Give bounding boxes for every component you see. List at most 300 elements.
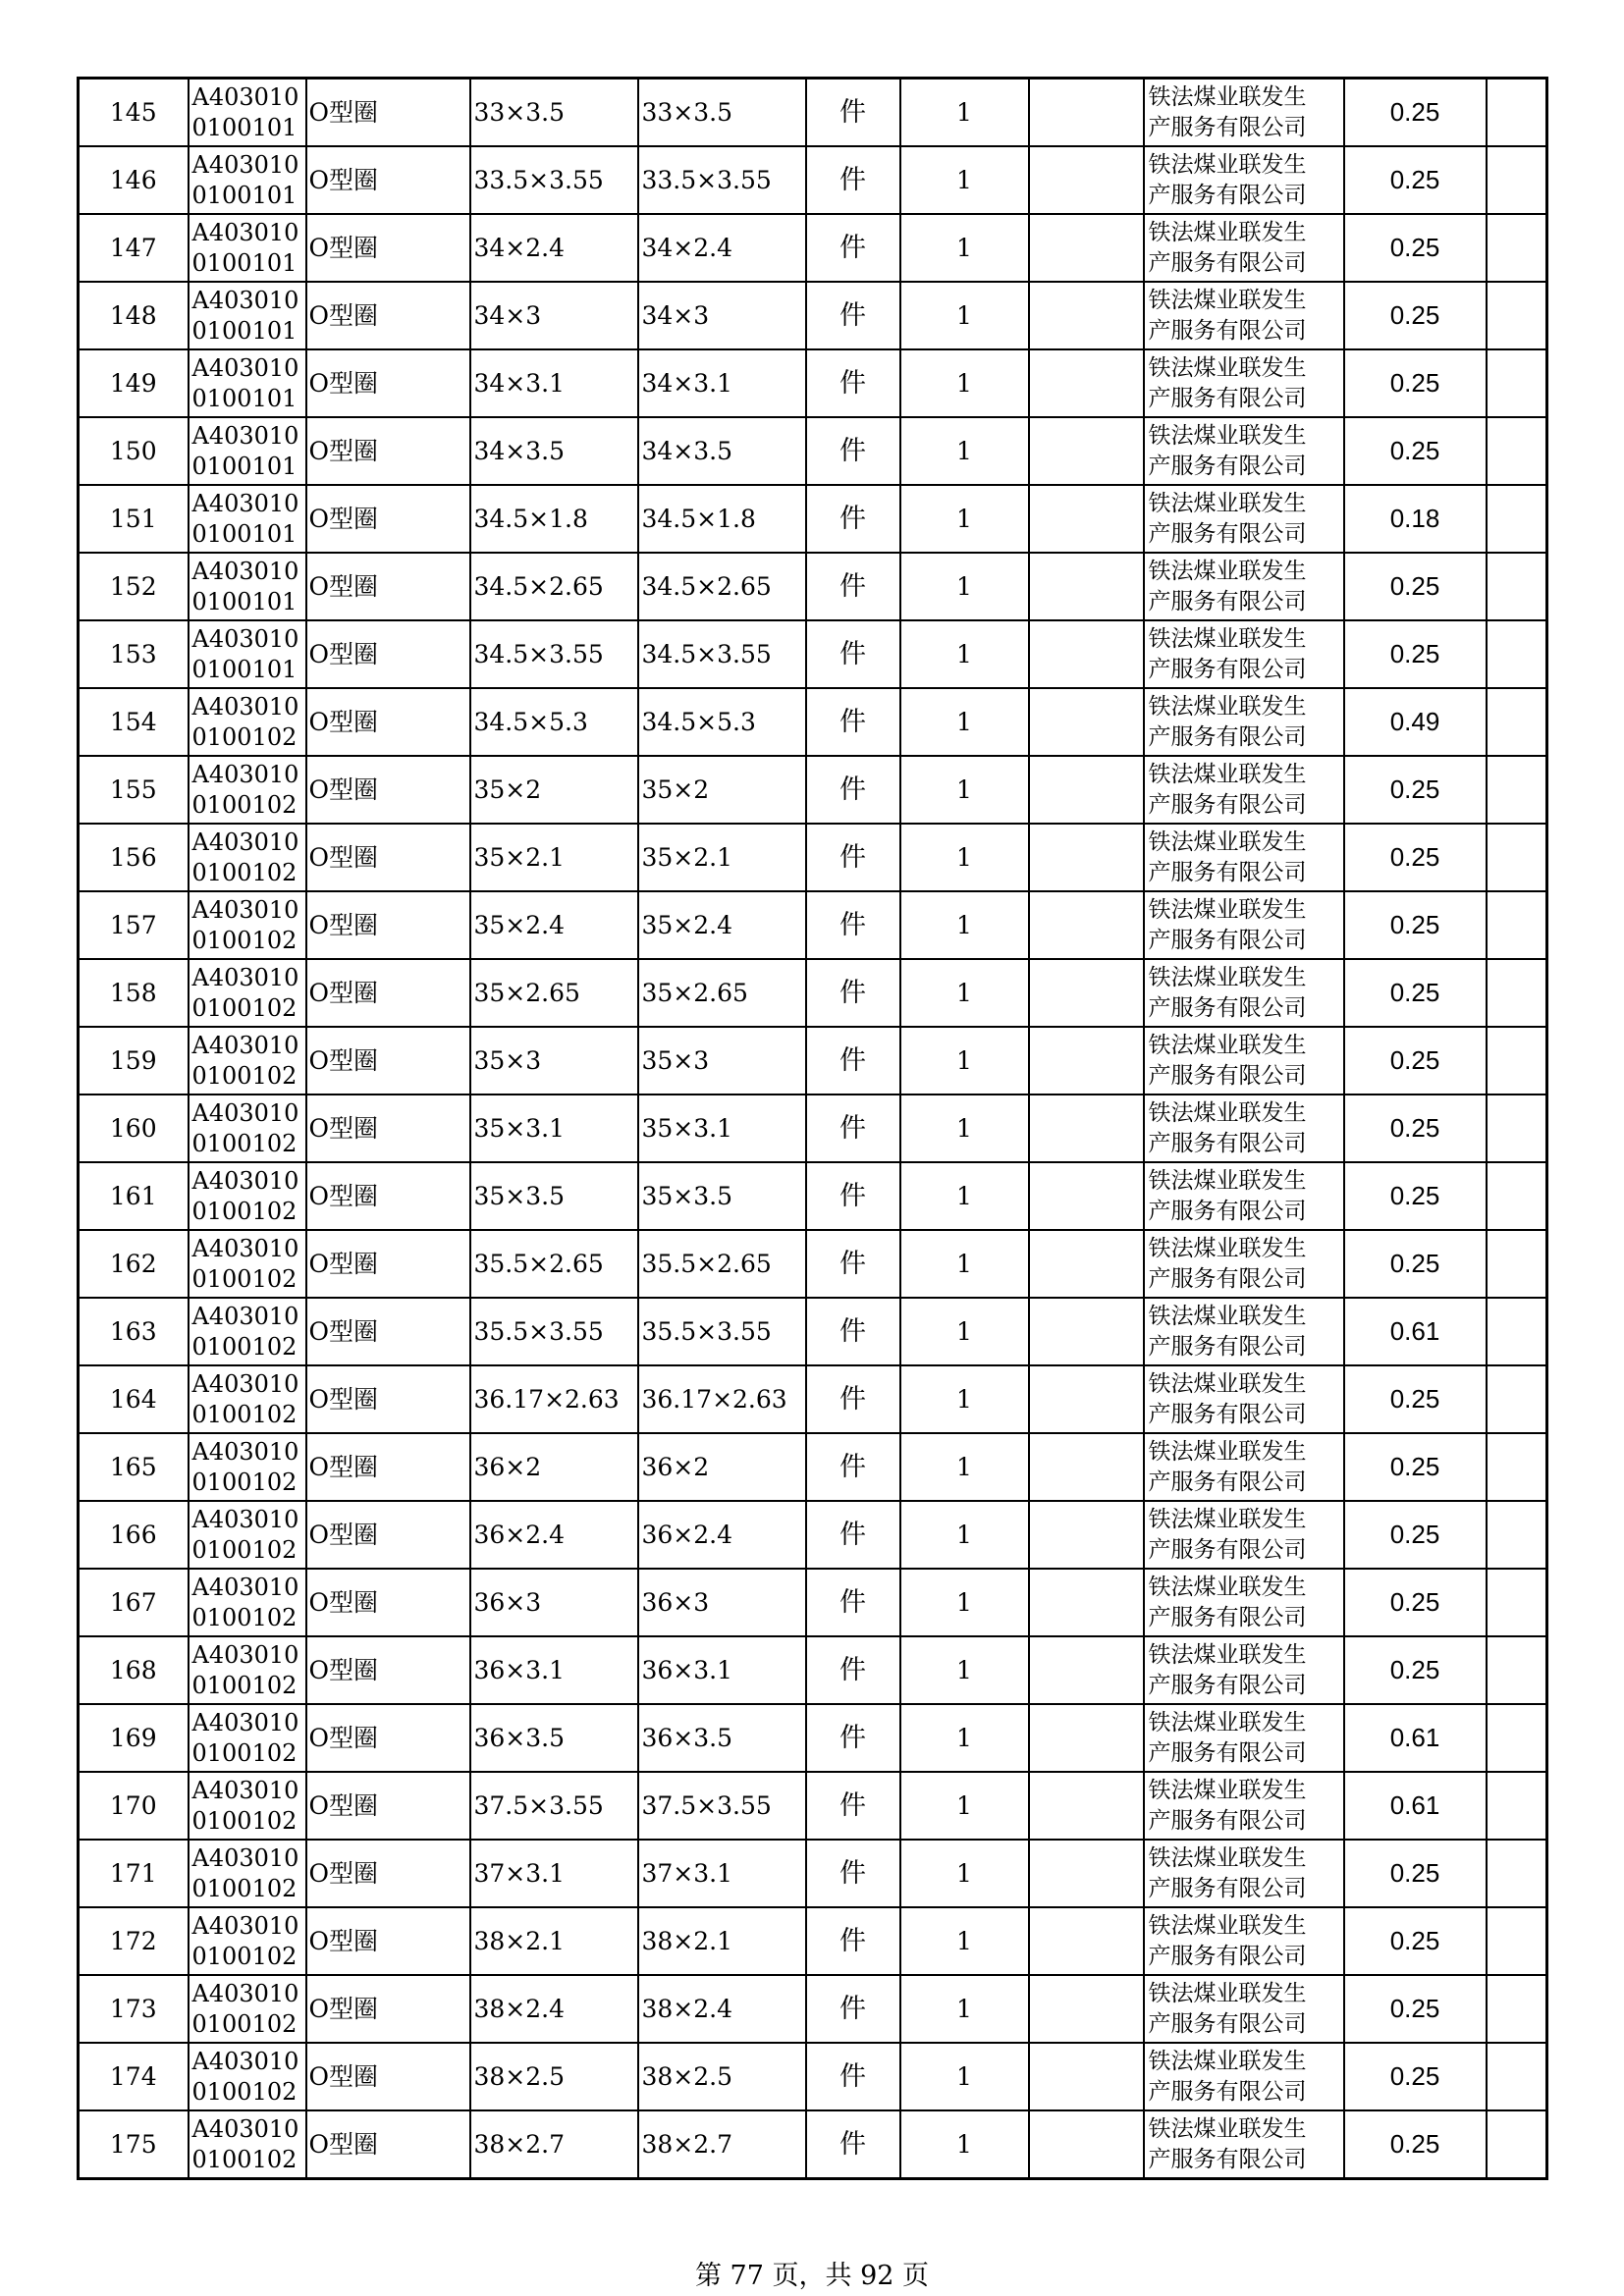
material-code: A403010 0100102	[189, 2110, 306, 2179]
model: 34×3.1	[638, 349, 806, 417]
unit: 件	[806, 1298, 900, 1365]
model: 35×3.5	[638, 1162, 806, 1230]
specification: 37×3.1	[470, 1840, 638, 1907]
row-number: 147	[79, 214, 189, 282]
material-name: O型圈	[306, 214, 470, 282]
specification: 35×2	[470, 756, 638, 824]
unit-price: 0.25	[1344, 553, 1487, 620]
unit-price: 0.25	[1344, 1162, 1487, 1230]
model: 36×3.5	[638, 1704, 806, 1772]
quantity: 1	[900, 1095, 1029, 1162]
unit: 件	[806, 146, 900, 214]
unit-price: 0.25	[1344, 1840, 1487, 1907]
extra	[1487, 1027, 1547, 1095]
model: 38×2.4	[638, 1975, 806, 2043]
extra	[1487, 1162, 1547, 1230]
row-number: 169	[79, 1704, 189, 1772]
unit: 件	[806, 1095, 900, 1162]
table-row	[79, 1704, 1547, 1772]
material-code: A403010 0100102	[189, 1365, 306, 1433]
row-number: 155	[79, 756, 189, 824]
material-name: O型圈	[306, 1840, 470, 1907]
remark	[1029, 349, 1144, 417]
material-code: A403010 0100102	[189, 1230, 306, 1298]
model: 35×3.1	[638, 1095, 806, 1162]
material-code: A403010 0100102	[189, 1298, 306, 1365]
unit: 件	[806, 349, 900, 417]
quantity: 1	[900, 1840, 1029, 1907]
unit: 件	[806, 891, 900, 959]
model: 36×2.4	[638, 1501, 806, 1569]
remark	[1029, 1027, 1144, 1095]
material-code: A403010 0100102	[189, 824, 306, 891]
supplier: 铁法煤业联发生 产服务有限公司	[1144, 2110, 1344, 2179]
extra	[1487, 959, 1547, 1027]
quantity: 1	[900, 824, 1029, 891]
supplier: 铁法煤业联发生 产服务有限公司	[1144, 1433, 1344, 1501]
specification: 38×2.1	[470, 1907, 638, 1975]
row-number: 149	[79, 349, 189, 417]
supplier: 铁法煤业联发生 产服务有限公司	[1144, 1840, 1344, 1907]
unit-price: 0.18	[1344, 485, 1487, 553]
extra	[1487, 1704, 1547, 1772]
material-name: O型圈	[306, 688, 470, 756]
unit-price: 0.61	[1344, 1704, 1487, 1772]
table-row	[79, 959, 1547, 1027]
unit-price: 0.25	[1344, 2110, 1487, 2179]
quantity: 1	[900, 1569, 1029, 1636]
model: 35.5×2.65	[638, 1230, 806, 1298]
row-number: 167	[79, 1569, 189, 1636]
extra	[1487, 214, 1547, 282]
remark	[1029, 688, 1144, 756]
extra	[1487, 2110, 1547, 2179]
specification: 38×2.4	[470, 1975, 638, 2043]
row-number: 146	[79, 146, 189, 214]
remark	[1029, 1162, 1144, 1230]
specification: 35×3	[470, 1027, 638, 1095]
specification: 34.5×5.3	[470, 688, 638, 756]
quantity: 1	[900, 1027, 1029, 1095]
row-number: 175	[79, 2110, 189, 2179]
extra	[1487, 282, 1547, 349]
model: 35×2.1	[638, 824, 806, 891]
remark	[1029, 485, 1144, 553]
table-row	[79, 1501, 1547, 1569]
table-row	[79, 146, 1547, 214]
quantity: 1	[900, 1636, 1029, 1704]
table-row	[79, 1298, 1547, 1365]
quantity: 1	[900, 79, 1029, 147]
extra	[1487, 1772, 1547, 1840]
row-number: 156	[79, 824, 189, 891]
remark	[1029, 1636, 1144, 1704]
specification: 38×2.7	[470, 2110, 638, 2179]
remark	[1029, 1230, 1144, 1298]
model: 38×2.1	[638, 1907, 806, 1975]
table-row	[79, 1636, 1547, 1704]
supplier: 铁法煤业联发生 产服务有限公司	[1144, 146, 1344, 214]
extra	[1487, 1433, 1547, 1501]
quantity: 1	[900, 1907, 1029, 1975]
unit: 件	[806, 417, 900, 485]
row-number: 153	[79, 620, 189, 688]
material-code: A403010 0100102	[189, 891, 306, 959]
remark	[1029, 2110, 1144, 2179]
remark	[1029, 1975, 1144, 2043]
extra	[1487, 1501, 1547, 1569]
material-code: A403010 0100101	[189, 349, 306, 417]
unit-price: 0.25	[1344, 756, 1487, 824]
material-name: O型圈	[306, 1704, 470, 1772]
table-row	[79, 2110, 1547, 2179]
extra	[1487, 485, 1547, 553]
extra	[1487, 2043, 1547, 2110]
specification: 36×3	[470, 1569, 638, 1636]
supplier: 铁法煤业联发生 产服务有限公司	[1144, 1095, 1344, 1162]
remark	[1029, 1365, 1144, 1433]
table-row	[79, 1840, 1547, 1907]
quantity: 1	[900, 2110, 1029, 2179]
extra	[1487, 1095, 1547, 1162]
model: 35.5×3.55	[638, 1298, 806, 1365]
unit: 件	[806, 2043, 900, 2110]
extra	[1487, 1569, 1547, 1636]
unit: 件	[806, 1569, 900, 1636]
supplier: 铁法煤业联发生 产服务有限公司	[1144, 620, 1344, 688]
material-name: O型圈	[306, 1162, 470, 1230]
row-number: 162	[79, 1230, 189, 1298]
remark	[1029, 1772, 1144, 1840]
supplier: 铁法煤业联发生 产服务有限公司	[1144, 1501, 1344, 1569]
unit: 件	[806, 485, 900, 553]
table-row	[79, 417, 1547, 485]
row-number: 170	[79, 1772, 189, 1840]
quantity: 1	[900, 485, 1029, 553]
extra	[1487, 553, 1547, 620]
row-number: 164	[79, 1365, 189, 1433]
material-name: O型圈	[306, 1027, 470, 1095]
quantity: 1	[900, 282, 1029, 349]
supplier: 铁法煤业联发生 产服务有限公司	[1144, 2043, 1344, 2110]
material-code: A403010 0100102	[189, 1975, 306, 2043]
unit: 件	[806, 79, 900, 147]
unit-price: 0.25	[1344, 1569, 1487, 1636]
model: 33×3.5	[638, 79, 806, 147]
material-code: A403010 0100102	[189, 1840, 306, 1907]
material-name: O型圈	[306, 2043, 470, 2110]
row-number: 168	[79, 1636, 189, 1704]
material-code: A403010 0100102	[189, 688, 306, 756]
remark	[1029, 1298, 1144, 1365]
extra	[1487, 1636, 1547, 1704]
model: 36.17×2.63	[638, 1365, 806, 1433]
row-number: 154	[79, 688, 189, 756]
material-name: O型圈	[306, 1365, 470, 1433]
material-code: A403010 0100102	[189, 1569, 306, 1636]
supplier: 铁法煤业联发生 产服务有限公司	[1144, 891, 1344, 959]
model: 36×3.1	[638, 1636, 806, 1704]
material-code: A403010 0100102	[189, 1636, 306, 1704]
remark	[1029, 1840, 1144, 1907]
supplier: 铁法煤业联发生 产服务有限公司	[1144, 1704, 1344, 1772]
quantity: 1	[900, 959, 1029, 1027]
model: 35×3	[638, 1027, 806, 1095]
specification: 33×3.5	[470, 79, 638, 147]
model: 37×3.1	[638, 1840, 806, 1907]
material-name: O型圈	[306, 1636, 470, 1704]
extra	[1487, 824, 1547, 891]
material-name: O型圈	[306, 1433, 470, 1501]
unit-price: 0.61	[1344, 1298, 1487, 1365]
unit: 件	[806, 1907, 900, 1975]
unit-price: 0.25	[1344, 2043, 1487, 2110]
unit: 件	[806, 2110, 900, 2179]
material-name: O型圈	[306, 553, 470, 620]
quantity: 1	[900, 756, 1029, 824]
table-row	[79, 1162, 1547, 1230]
unit-price: 0.25	[1344, 1095, 1487, 1162]
extra	[1487, 1298, 1547, 1365]
remark	[1029, 891, 1144, 959]
model: 34×3	[638, 282, 806, 349]
extra	[1487, 620, 1547, 688]
table-row	[79, 553, 1547, 620]
extra	[1487, 756, 1547, 824]
material-name: O型圈	[306, 959, 470, 1027]
specification: 34×3.1	[470, 349, 638, 417]
unit-price: 0.25	[1344, 620, 1487, 688]
row-number: 163	[79, 1298, 189, 1365]
material-name: O型圈	[306, 824, 470, 891]
extra	[1487, 1840, 1547, 1907]
unit: 件	[806, 756, 900, 824]
quantity: 1	[900, 620, 1029, 688]
material-code: A403010 0100101	[189, 79, 306, 147]
remark	[1029, 214, 1144, 282]
material-code: A403010 0100102	[189, 1162, 306, 1230]
remark	[1029, 1433, 1144, 1501]
remark	[1029, 2043, 1144, 2110]
unit: 件	[806, 1840, 900, 1907]
unit-price: 0.25	[1344, 79, 1487, 147]
material-name: O型圈	[306, 1501, 470, 1569]
extra	[1487, 417, 1547, 485]
supplier: 铁法煤业联发生 产服务有限公司	[1144, 79, 1344, 147]
specification: 36×3.1	[470, 1636, 638, 1704]
table-row	[79, 1095, 1547, 1162]
supplier: 铁法煤业联发生 产服务有限公司	[1144, 688, 1344, 756]
specification: 38×2.5	[470, 2043, 638, 2110]
supplier: 铁法煤业联发生 产服务有限公司	[1144, 1298, 1344, 1365]
material-name: O型圈	[306, 1772, 470, 1840]
row-number: 145	[79, 79, 189, 147]
material-name: O型圈	[306, 1298, 470, 1365]
row-number: 152	[79, 553, 189, 620]
material-code: A403010 0100101	[189, 146, 306, 214]
row-number: 159	[79, 1027, 189, 1095]
model: 34.5×1.8	[638, 485, 806, 553]
table-row	[79, 620, 1547, 688]
model: 34×3.5	[638, 417, 806, 485]
material-code: A403010 0100102	[189, 1704, 306, 1772]
remark	[1029, 1569, 1144, 1636]
material-code: A403010 0100102	[189, 1433, 306, 1501]
material-code: A403010 0100102	[189, 1027, 306, 1095]
supplier: 铁法煤业联发生 产服务有限公司	[1144, 553, 1344, 620]
remark	[1029, 417, 1144, 485]
supplier: 铁法煤业联发生 产服务有限公司	[1144, 1230, 1344, 1298]
unit-price: 0.49	[1344, 688, 1487, 756]
material-code: A403010 0100101	[189, 282, 306, 349]
unit-price: 0.25	[1344, 214, 1487, 282]
row-number: 173	[79, 1975, 189, 2043]
material-code: A403010 0100101	[189, 620, 306, 688]
supplier: 铁法煤业联发生 产服务有限公司	[1144, 1569, 1344, 1636]
material-name: O型圈	[306, 1230, 470, 1298]
table-row	[79, 824, 1547, 891]
quantity: 1	[900, 1704, 1029, 1772]
model: 36×2	[638, 1433, 806, 1501]
unit-price: 0.25	[1344, 282, 1487, 349]
table-row	[79, 891, 1547, 959]
unit-price: 0.25	[1344, 824, 1487, 891]
material-code: A403010 0100102	[189, 756, 306, 824]
model: 34×2.4	[638, 214, 806, 282]
quantity: 1	[900, 1772, 1029, 1840]
specification: 34×3	[470, 282, 638, 349]
remark	[1029, 79, 1144, 147]
unit-price: 0.25	[1344, 146, 1487, 214]
material-code: A403010 0100101	[189, 214, 306, 282]
unit-price: 0.25	[1344, 1230, 1487, 1298]
specification: 36×2.4	[470, 1501, 638, 1569]
specification: 35×2.1	[470, 824, 638, 891]
quantity: 1	[900, 1975, 1029, 2043]
model: 35×2.65	[638, 959, 806, 1027]
specification: 34.5×3.55	[470, 620, 638, 688]
row-number: 150	[79, 417, 189, 485]
table-row	[79, 1027, 1547, 1095]
supplier: 铁法煤业联发生 产服务有限公司	[1144, 756, 1344, 824]
unit: 件	[806, 1772, 900, 1840]
supplier: 铁法煤业联发生 产服务有限公司	[1144, 214, 1344, 282]
material-name: O型圈	[306, 1095, 470, 1162]
model: 35×2	[638, 756, 806, 824]
material-name: O型圈	[306, 282, 470, 349]
table-row	[79, 1907, 1547, 1975]
quantity: 1	[900, 349, 1029, 417]
extra	[1487, 349, 1547, 417]
material-code: A403010 0100102	[189, 959, 306, 1027]
quantity: 1	[900, 2043, 1029, 2110]
material-code: A403010 0100102	[189, 2043, 306, 2110]
table-row	[79, 282, 1547, 349]
material-code: A403010 0100102	[189, 1501, 306, 1569]
extra	[1487, 1230, 1547, 1298]
unit: 件	[806, 1365, 900, 1433]
specification: 35.5×3.55	[470, 1298, 638, 1365]
row-number: 160	[79, 1095, 189, 1162]
supplier: 铁法煤业联发生 产服务有限公司	[1144, 1636, 1344, 1704]
material-name: O型圈	[306, 891, 470, 959]
row-number: 157	[79, 891, 189, 959]
specification: 35×2.4	[470, 891, 638, 959]
quantity: 1	[900, 1230, 1029, 1298]
model: 38×2.7	[638, 2110, 806, 2179]
page-footer: 第 77 页，共 92 页	[694, 2261, 930, 2291]
material-code: A403010 0100101	[189, 553, 306, 620]
unit: 件	[806, 1975, 900, 2043]
specification: 36.17×2.63	[470, 1365, 638, 1433]
material-name: O型圈	[306, 2110, 470, 2179]
specification: 34.5×1.8	[470, 485, 638, 553]
specification: 37.5×3.55	[470, 1772, 638, 1840]
supplier: 铁法煤业联发生 产服务有限公司	[1144, 1907, 1344, 1975]
material-code: A403010 0100102	[189, 1772, 306, 1840]
unit: 件	[806, 688, 900, 756]
specification: 33.5×3.55	[470, 146, 638, 214]
table-row	[79, 214, 1547, 282]
material-code: A403010 0100102	[189, 1095, 306, 1162]
material-code: A403010 0100101	[189, 485, 306, 553]
row-number: 165	[79, 1433, 189, 1501]
quantity: 1	[900, 1501, 1029, 1569]
supplier: 铁法煤业联发生 产服务有限公司	[1144, 485, 1344, 553]
quantity: 1	[900, 553, 1029, 620]
table-row	[79, 688, 1547, 756]
unit-price: 0.25	[1344, 959, 1487, 1027]
material-name: O型圈	[306, 79, 470, 147]
supplier: 铁法煤业联发生 产服务有限公司	[1144, 959, 1344, 1027]
extra	[1487, 688, 1547, 756]
unit: 件	[806, 282, 900, 349]
quantity: 1	[900, 417, 1029, 485]
remark	[1029, 146, 1144, 214]
remark	[1029, 756, 1144, 824]
unit-price: 0.25	[1344, 1907, 1487, 1975]
material-name: O型圈	[306, 485, 470, 553]
material-name: O型圈	[306, 417, 470, 485]
quantity: 1	[900, 1433, 1029, 1501]
unit: 件	[806, 959, 900, 1027]
unit-price: 0.25	[1344, 1975, 1487, 2043]
remark	[1029, 824, 1144, 891]
row-number: 148	[79, 282, 189, 349]
table-row	[79, 756, 1547, 824]
table-row	[79, 1433, 1547, 1501]
remark	[1029, 553, 1144, 620]
unit-price: 0.61	[1344, 1772, 1487, 1840]
unit: 件	[806, 553, 900, 620]
extra	[1487, 1975, 1547, 2043]
row-number: 172	[79, 1907, 189, 1975]
table-row	[79, 349, 1547, 417]
remark	[1029, 620, 1144, 688]
model: 34.5×2.65	[638, 553, 806, 620]
unit: 件	[806, 1433, 900, 1501]
table-row	[79, 2043, 1547, 2110]
specification: 34×3.5	[470, 417, 638, 485]
unit-price: 0.25	[1344, 349, 1487, 417]
supplier: 铁法煤业联发生 产服务有限公司	[1144, 1772, 1344, 1840]
specification: 34×2.4	[470, 214, 638, 282]
unit: 件	[806, 1636, 900, 1704]
model: 34.5×5.3	[638, 688, 806, 756]
quantity: 1	[900, 891, 1029, 959]
material-name: O型圈	[306, 756, 470, 824]
specification: 35×2.65	[470, 959, 638, 1027]
